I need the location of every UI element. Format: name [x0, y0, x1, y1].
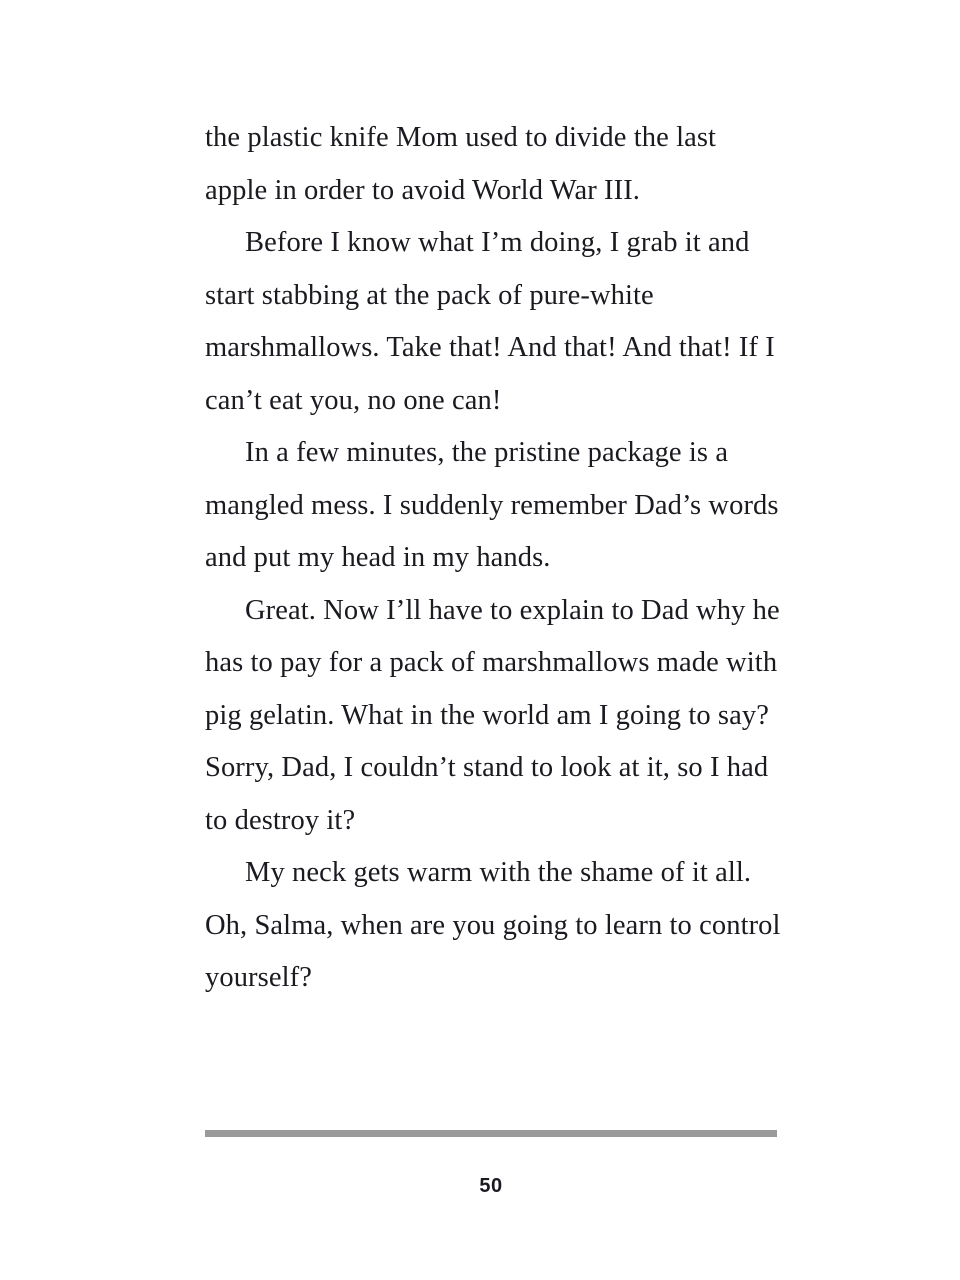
paragraph: My neck gets warm with the shame of it all. Oh, Salma, when are you going to learn to control yourself?: [205, 857, 788, 993]
footer-divider: [205, 1130, 777, 1137]
page-text-block: [205, 112, 788, 1005]
paragraph: Before I know what I’m doing, I grab it and start stabbing at the pack of pure-white marshmallows. Take that! And that! And that! If I can’t eat you, no one can!: [205, 227, 783, 416]
page-number: 50: [479, 1175, 503, 1197]
paragraph: the plastic knife Mom used to divide the last apple in order to avoid World War III.: [205, 122, 724, 206]
paragraph: In a few minutes, the pristine package is a mangled mess. I suddenly remember Dad’s words and put my head in my hands.: [205, 437, 786, 573]
paragraph: Great. Now I’ll have to explain to Dad why he has to pay for a pack of marshmallows made with pig gelatin. What in the world am I going to say? Sorry, Dad, I couldn’t stand to look at it, so I had to destroy it?: [205, 594, 787, 836]
